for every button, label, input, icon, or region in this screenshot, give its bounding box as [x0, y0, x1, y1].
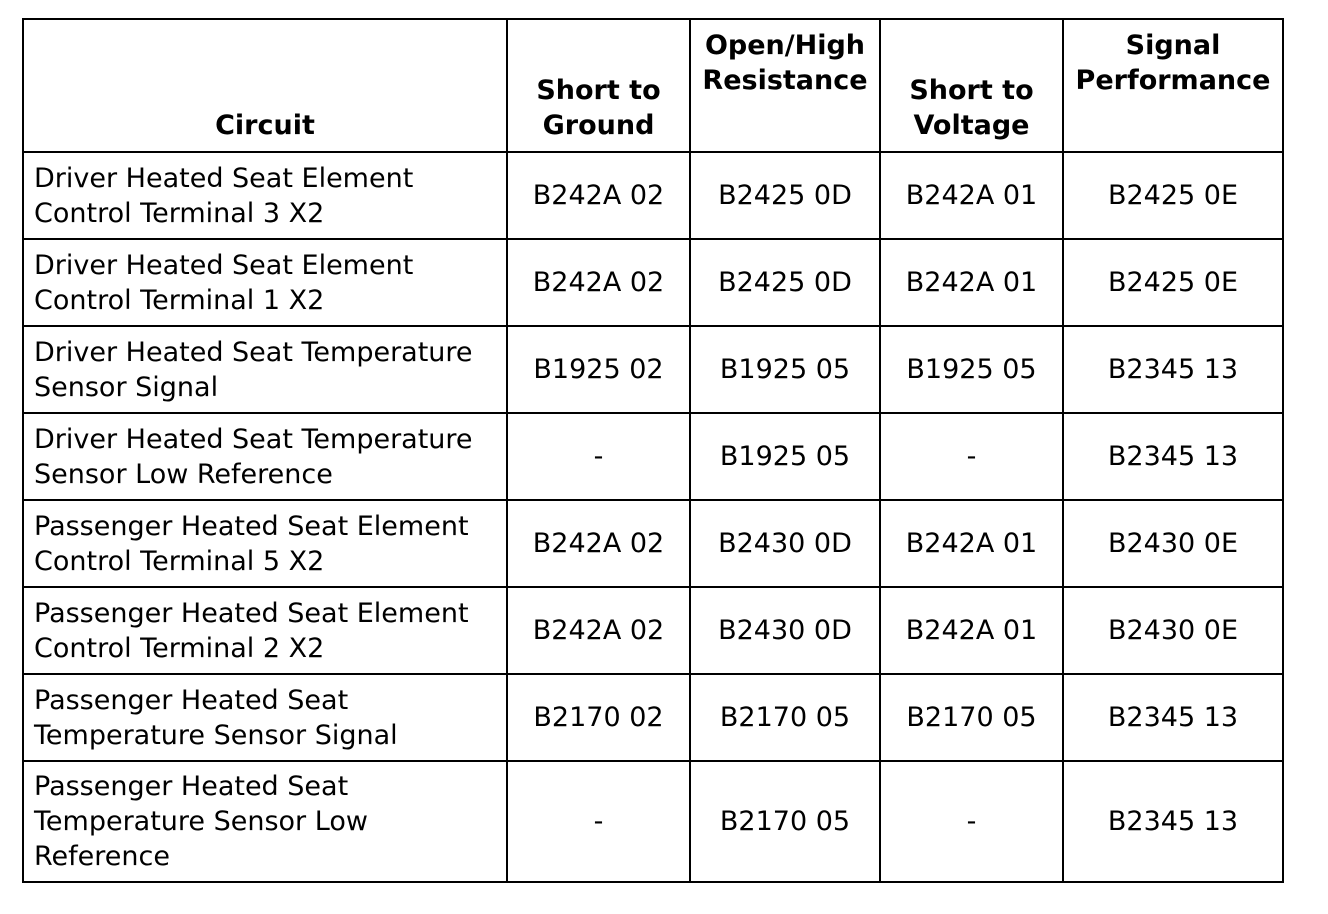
open-high-resistance-cell: B2170 05	[690, 761, 880, 882]
table-body	[23, 152, 1283, 882]
table-row	[23, 761, 1283, 882]
circuit-cell: Passenger Heated Seat Element Control Terminal 2 X2	[23, 587, 507, 674]
short-to-voltage-cell: -	[880, 413, 1063, 500]
open-high-resistance-cell: B2430 0D	[690, 500, 880, 587]
signal-performance-cell: B2425 0E	[1063, 239, 1283, 326]
table-row	[23, 326, 1283, 413]
header-short-to-voltage: Short to Voltage	[880, 19, 1063, 152]
short-to-voltage-cell: B1925 05	[880, 326, 1063, 413]
open-high-resistance-cell: B1925 05	[690, 413, 880, 500]
table-row	[23, 239, 1283, 326]
table-row	[23, 500, 1283, 587]
circuit-cell: Driver Heated Seat Element Control Terminal 3 X2	[23, 152, 507, 239]
short-to-ground-cell: B242A 02	[507, 587, 690, 674]
short-to-voltage-cell: B242A 01	[880, 239, 1063, 326]
open-high-resistance-cell: B2425 0D	[690, 152, 880, 239]
circuit-cell: Passenger Heated Seat Temperature Sensor Signal	[23, 674, 507, 761]
short-to-ground-cell: -	[507, 413, 690, 500]
short-to-ground-cell: B2170 02	[507, 674, 690, 761]
circuit-cell: Driver Heated Seat Temperature Sensor Low Reference	[23, 413, 507, 500]
open-high-resistance-cell: B2430 0D	[690, 587, 880, 674]
signal-performance-cell: B2345 13	[1063, 326, 1283, 413]
table-row	[23, 587, 1283, 674]
short-to-voltage-cell: B2170 05	[880, 674, 1063, 761]
short-to-voltage-cell: B242A 01	[880, 500, 1063, 587]
header-row	[23, 19, 1283, 152]
short-to-voltage-cell: -	[880, 761, 1063, 882]
circuit-cell: Passenger Heated Seat Temperature Sensor Low Reference	[23, 761, 507, 882]
header-open-high-resistance: Open/High Resistance	[690, 19, 880, 152]
circuit-cell: Driver Heated Seat Temperature Sensor Signal	[23, 326, 507, 413]
short-to-ground-cell: B242A 02	[507, 152, 690, 239]
table-row	[23, 152, 1283, 239]
short-to-ground-cell: B242A 02	[507, 239, 690, 326]
open-high-resistance-cell: B2170 05	[690, 674, 880, 761]
short-to-voltage-cell: B242A 01	[880, 587, 1063, 674]
signal-performance-cell: B2430 0E	[1063, 500, 1283, 587]
table-header	[23, 19, 1283, 152]
table-row	[23, 413, 1283, 500]
short-to-ground-cell: B242A 02	[507, 500, 690, 587]
circuit-cell: Passenger Heated Seat Element Control Terminal 5 X2	[23, 500, 507, 587]
short-to-voltage-cell: B242A 01	[880, 152, 1063, 239]
circuit-cell: Driver Heated Seat Element Control Terminal 1 X2	[23, 239, 507, 326]
short-to-ground-cell: -	[507, 761, 690, 882]
open-high-resistance-cell: B1925 05	[690, 326, 880, 413]
open-high-resistance-cell: B2425 0D	[690, 239, 880, 326]
signal-performance-cell: B2425 0E	[1063, 152, 1283, 239]
short-to-ground-cell: B1925 02	[507, 326, 690, 413]
header-circuit: Circuit	[23, 19, 507, 152]
header-signal-performance: Signal Performance	[1063, 19, 1283, 152]
signal-performance-cell: B2345 13	[1063, 413, 1283, 500]
dtc-table	[22, 18, 1284, 883]
table-row	[23, 674, 1283, 761]
signal-performance-cell: B2345 13	[1063, 761, 1283, 882]
header-short-to-ground: Short to Ground	[507, 19, 690, 152]
signal-performance-cell: B2430 0E	[1063, 587, 1283, 674]
signal-performance-cell: B2345 13	[1063, 674, 1283, 761]
